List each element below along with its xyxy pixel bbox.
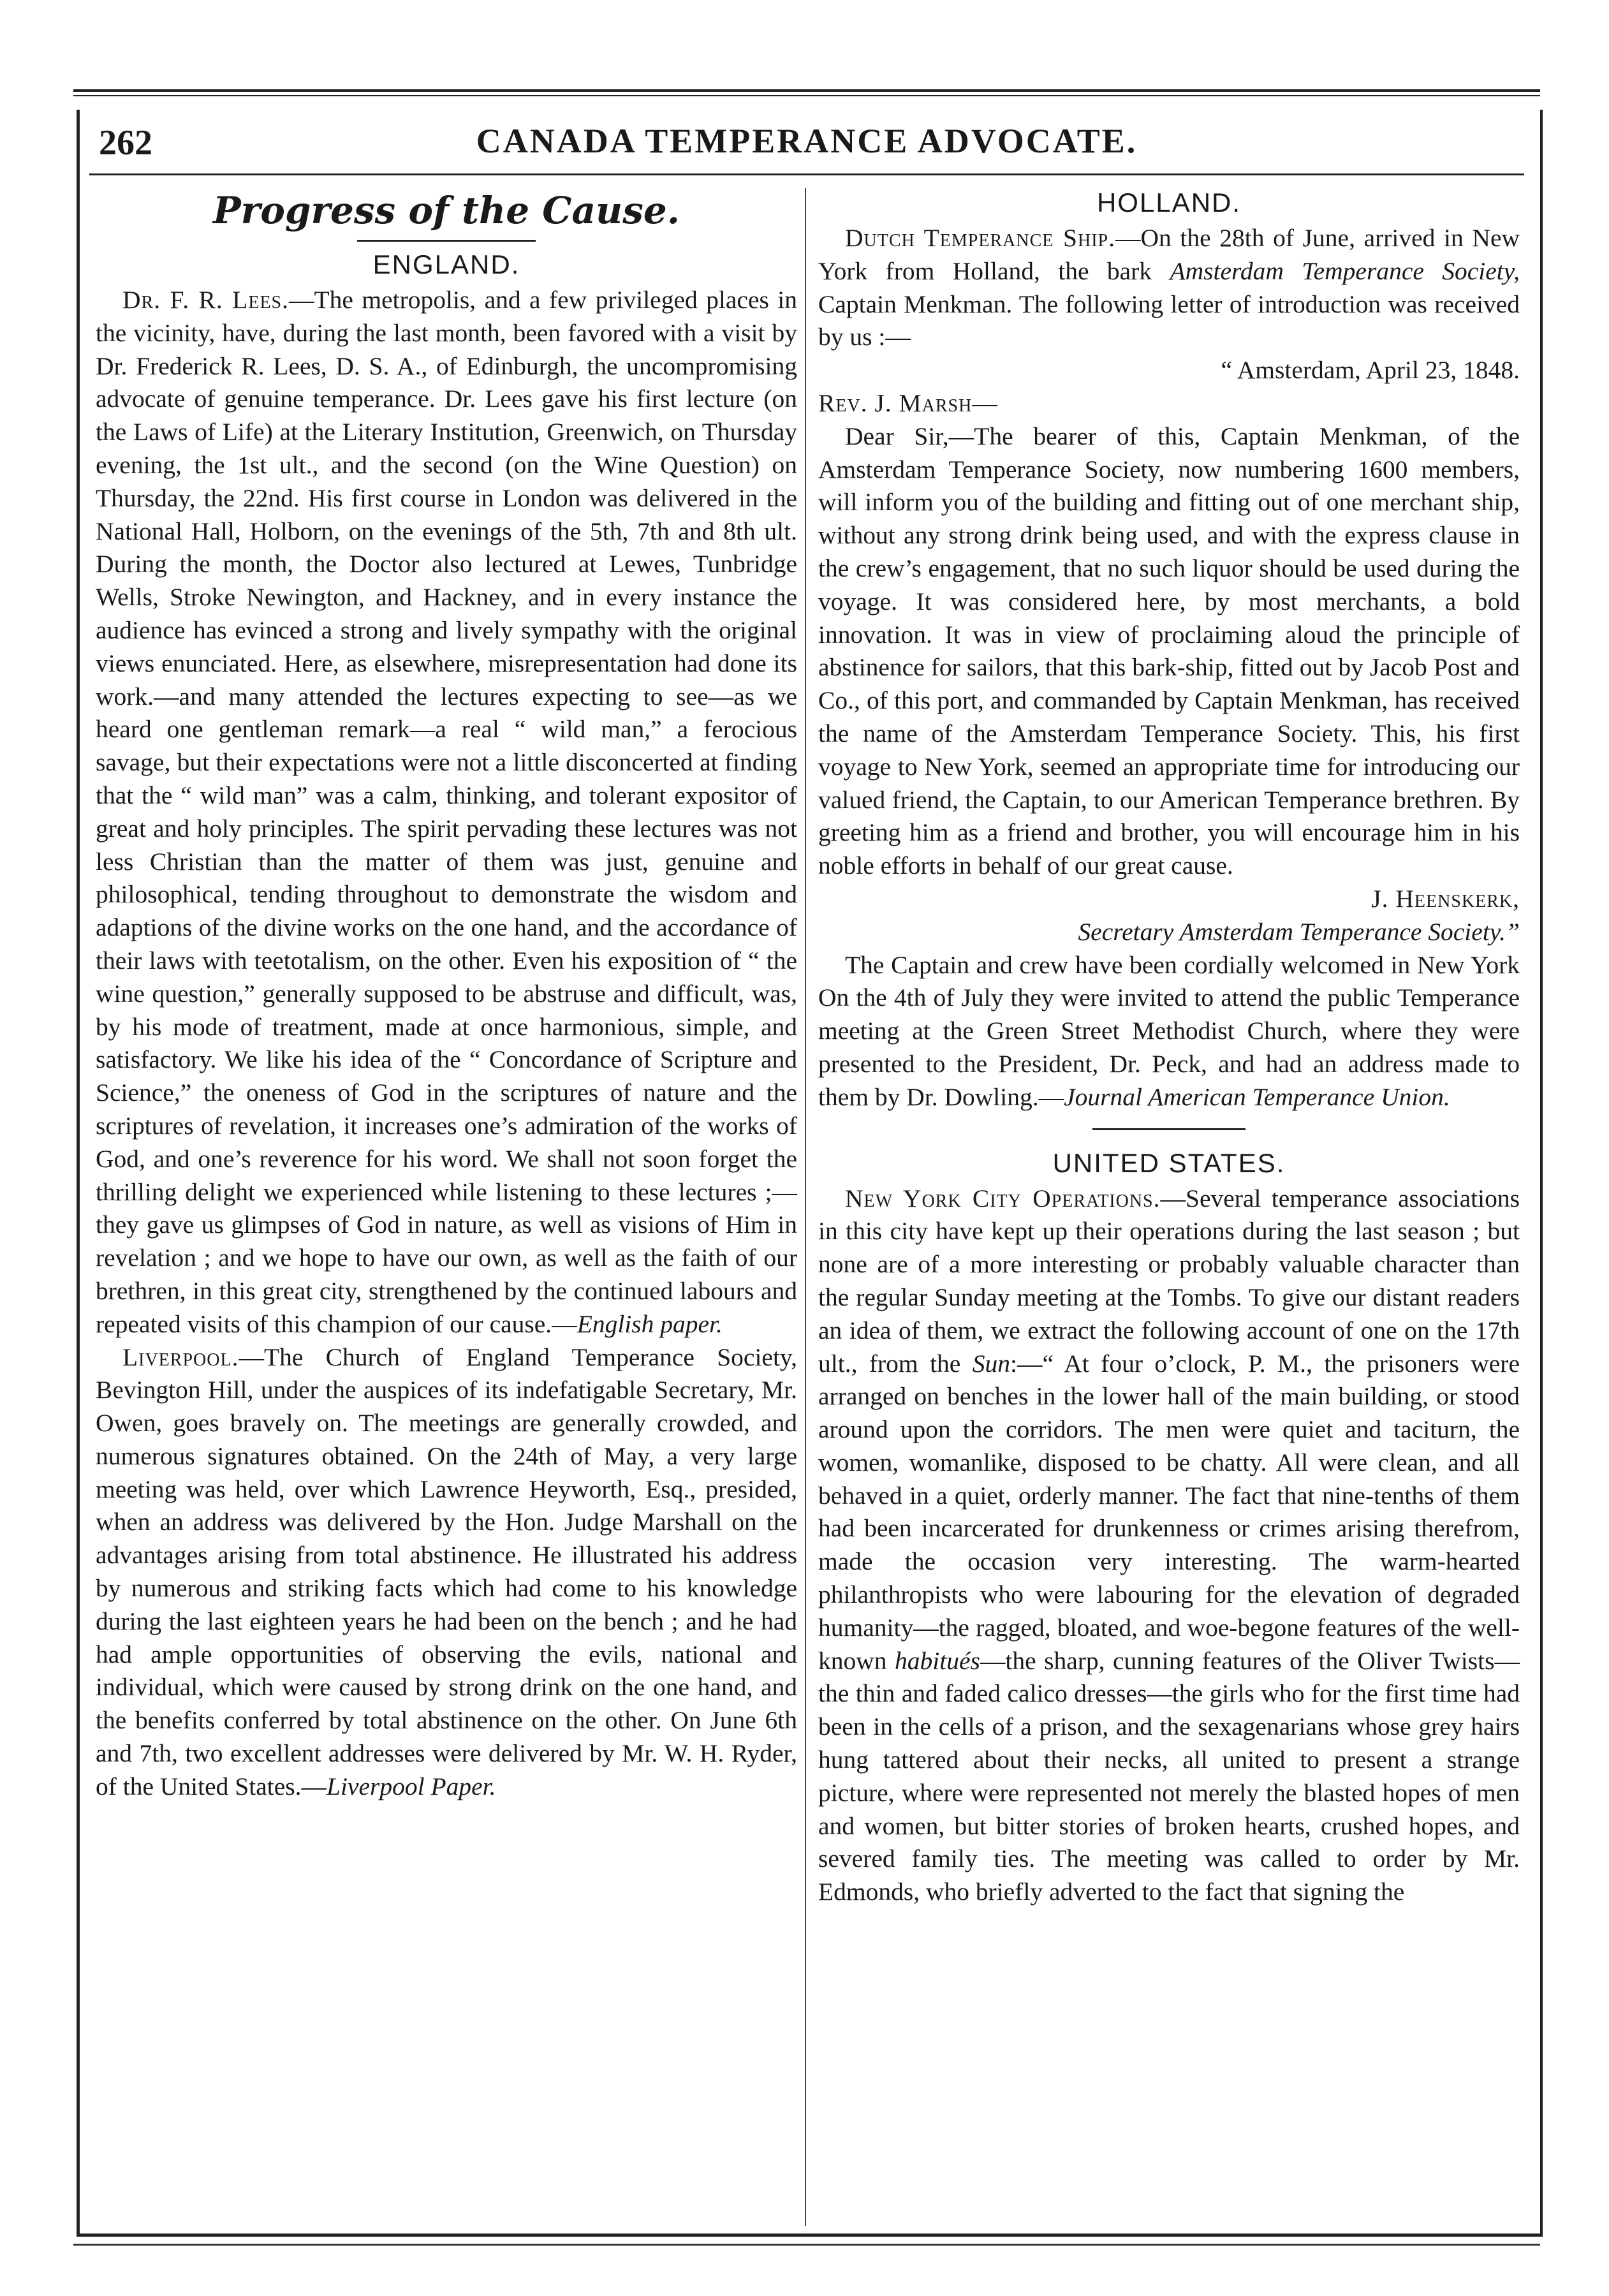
liverpool-lead: Liverpool.: [122, 1343, 239, 1371]
ny-lead: New York City Operations.: [845, 1184, 1161, 1212]
captain-text: The Captain and crew have been cordially welcomed in New York On the 4th of July they were invited to attend the public Temperance meeting at the Green Street Methodist Church, where they were presented to the President, Dr. Peck, and had an address made to them by Dr. Dowling.—: [818, 950, 1520, 1111]
ny-habitues: habitués: [895, 1646, 980, 1675]
ship-lead: Dutch Temperance Ship.: [845, 224, 1115, 252]
page-number: 262: [99, 123, 152, 163]
letter-date: “ Amsterdam, April 23, 1848.: [1221, 356, 1520, 385]
lees-text: —The metropolis, and a few privileged places in the vicinity, have, during the last month, been favored with a visit by Dr. Frederick R. Lees, D. S. A., of Edinburgh, the uncompromising advocate of genuine temperance. Dr. Lees gave his first lecture (on the Laws of Life) at the Literary Institution, Greenwich, on Thursday evening, the 1st ult., and the second (on the Wine Question) on Thursday, the 22nd. His first course in London was delivered in the National Hall, Holborn, on the evenings of the 5th, 7th and 8th ult. During the month, the Doctor also lectured at Lewes, Tunbridge Wells, Stroke Newington, and Hackney, and in every instance the audience has evinced a strong and lively sympathy with the original views enunciated. Here, as elsewhere, misrepresentation had done its work.—and many attended the lectures expecting to see—as we heard one gentleman remark—a real “ wild man,” a ferocious savage, but their expectations were not a little disconcerted at finding that the “ wild man” was a calm, thinking, and tolerant expositor of great and holy principles. The spirit pervading these lectures was not less Christian than the matter of them was just, genuine and philosophical, tending throughout to demonstrate the wisdom and adaptions of the divine works on the one hand, and the accordance of their laws with teetotalism, on the other. Even his exposition of “ the wine question,” generally supposed to be abstruse and difficult, was, by his mode of treatment, made at once harmonious, simple, and satisfactory. We like his idea of the “ Concordance of Scripture and Science,” the oneness of God in the scriptures of nature and the scriptures of revelation, it increases one’s admiration of the works of God, and one’s reverence for his word. We shall not soon forget the thrilling delight we experienced while listening to these lectures ;—they gave us glimpses of God in nature, as well as visions of Him in revelation ; and we hope to have our own, as well as the faith of our brethren, in this great city, strengthened by the continued labours and repeated visits of this champion of our cause.—: [96, 286, 797, 1338]
column-divider: [805, 188, 806, 2226]
lees-source: English paper.: [577, 1309, 723, 1338]
liverpool-text: —The Church of England Temperance Society, Bevington Hill, under the auspices of its indefatigable Secretary, Mr. Owen, goes bravely on. The meetings are generally crowded, and numerous signatures obtained. On the 24th of May, a very large meeting was held, over which Lawrence Heyworth, Esq., presided, when an address was delivered by the Hon. Judge Marshall on the advantages arising from total abstinence. He illustrated his address by numerous and striking facts which had come to his knowledge during the last eighteen years he had been on the bench ; and he had had ample opportunities of observing the evils, national and individual, which were caused by strong drink on the one hand, and the benefits conferred by total abstinence on the other. On June 6th and 7th, two excellent addresses were delivered by Mr. W. H. Ryder, of the United States.—: [96, 1343, 797, 1800]
ship-name: Amsterdam Temperance Society,: [1170, 256, 1520, 285]
ship-text-b: Captain Menkman. The following letter of introduction was received by us :—: [818, 290, 1520, 351]
letter-addressee: Rev. J. Marsh—: [818, 388, 998, 417]
ny-text-c: —the sharp, cunning features of the Oliver Twists—the thin and faded calico dresses—the girls who for the first time had been in the cells of a prison, and the sexagenarians whose grey hairs hung tattered about their necks, all united to present a strange picture, where were represented not merely the blasted hopes of men and women, but bitter stories of broken hearts, crushed hopes, and severed family ties. The meeting was called to order by Mr. Edmonds, who briefly adverted to the fact that signing the: [818, 1646, 1520, 1906]
bottom-border-rule: [73, 2244, 1540, 2246]
ny-sun: Sun: [972, 1349, 1011, 1378]
ship-text-a: —On the 28th of June, arrived in New York from Holland, the bark: [818, 224, 1520, 285]
lees-article: [96, 284, 797, 1341]
top-border-rule: [73, 89, 1540, 96]
ny-text-a: —Several temperance associations in this city have kept up their operations during the last season ; but none are of a more interesting or probably valuable character than the regular Sunday meeting at the Tombs. To give our distant readers an idea of them, we extract the following account of one on the 17th ult., from the: [818, 1184, 1520, 1378]
letter-body: Dear Sir,—The bearer of this, Captain Menkman, of the Amsterdam Temperance Society, now numbering 1600 members, will inform you of the building and fitting out of one merchant ship, without any strong drink being used, and with the express clause in the crew’s engagement, that no such liquor should be used during the voyage. It was considered here, by most merchants, a bold innovation. It was in view of proclaiming aloud the principle of abstinence for sailors, that this bark-ship, fitted out by Jacob Post and Co., of this port, and commanded by Captain Menkman, has received the name of the Amsterdam Temperance Society. This, his first voyage to New York, seemed an appropriate time for introducing our valued friend, the Captain, to our American Temperance brethren. By greeting him as a friend and brother, you will encourage him in his noble efforts in behalf of our great cause.: [818, 422, 1520, 880]
captain-article: [818, 949, 1520, 1114]
england-heading: ENGLAND.: [372, 249, 520, 279]
heading-rule: [357, 240, 536, 242]
united-states-heading: UNITED STATES.: [1052, 1147, 1286, 1178]
section-rule: [1092, 1128, 1245, 1130]
ny-article: [818, 1182, 1520, 1910]
ship-article: [818, 222, 1520, 354]
left-column: [96, 185, 797, 1804]
letter-signature: J. Heenskerk,: [1371, 884, 1520, 913]
captain-source: Journal American Temperance Union.: [1064, 1082, 1450, 1111]
lees-lead: Dr. F. R. Lees.: [122, 286, 290, 314]
holland-heading: HOLLAND.: [1096, 188, 1242, 217]
section-heading: Progress of the Cause.: [213, 189, 680, 232]
liverpool-article: [96, 1341, 797, 1804]
letter-signature-title: Secretary Amsterdam Temperance Society.”: [1078, 917, 1520, 946]
page-header: [89, 115, 1524, 172]
liverpool-source: Liverpool Paper.: [327, 1772, 496, 1800]
journal-title: CANADA TEMPERANCE ADVOCATE.: [476, 122, 1138, 160]
right-column: [818, 185, 1520, 1909]
header-rule: [89, 173, 1524, 175]
ny-text-b: :—“ At four o’clock, P. M., the prisoners were arranged on benches in the lower hall of the main building, or stood around upon the corridors. The men were quiet and taciturn, the women, womanlike, disposed to be chatty. All were clean, and all behaved in a quiet, orderly manner. The fact that nine-tenths of them had been incarcerated for drunkenness or crimes arising therefrom, made the occasion very interesting. The warm-hearted philanthropists who were labouring for the elevation of degraded humanity—the ragged, bloated, and woe-begone features of the well-known: [818, 1349, 1520, 1675]
